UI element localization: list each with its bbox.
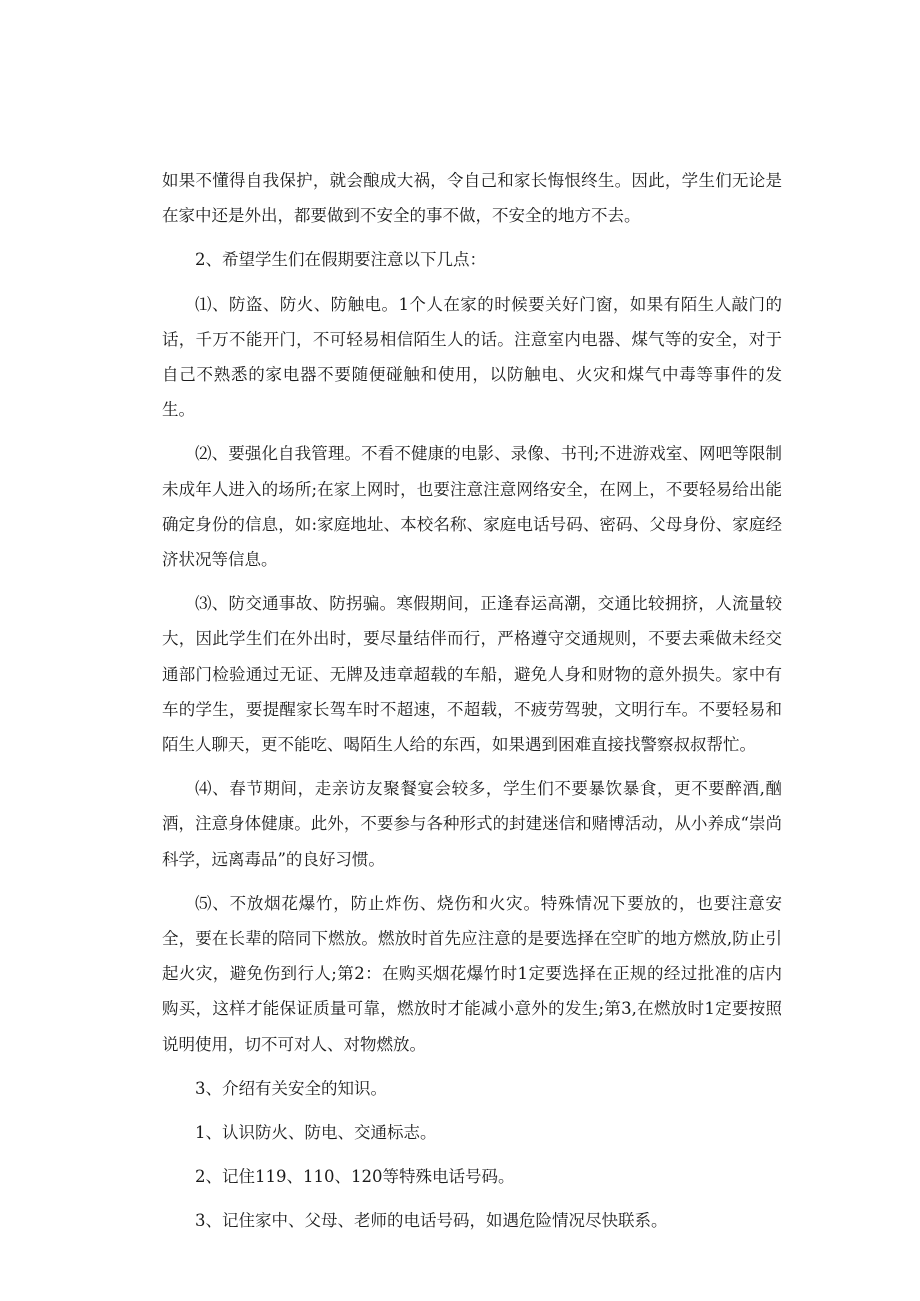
paragraph: ⑴、防盗、防火、防触电。1个人在家的时候要关好门窗，如果有陌生人敲门的话，千万不能开门，不可轻易相信陌生人的话。注意室内电器、煤气等的安全，对于自己不熟悉的家电器不要随便碰触和使用，以防触电、火灾和煤气中毒等事件的发生。 — [162, 294, 782, 420]
paragraph: 2、记住119、110、120等特殊电话号码。 — [195, 1167, 515, 1187]
paragraph: ⑷、春节期间，走亲访友聚餐宴会较多，学生们不要暴饮暴食，更不要醉酒,酗酒，注意身体健康。此外，不要参与各种形式的封建迷信和赌博活动，从小养成“崇尚科学，远离毒品”的良好习惯。 — [162, 779, 782, 869]
paragraph: ⑶、防交通事故、防拐骗。寒假期间，正逢春运高潮，交通比较拥挤，人流量较大，因此学生们在外出时，要尽量结伴而行，严格遵守交通规则，不要去乘做未经交通部门检验通过无证、无牌及违章超载的车船，避免人身和财物的意外损失。家中有车的学生，要提醒家长驾车时不超速，不超载，不疲劳驾驶，文明行车。不要轻易和陌生人聊天，更不能吃、喝陌生人给的东西，如果遇到困难直接找警察叔叔帮忙。 — [162, 594, 782, 755]
paragraph: 3、介绍有关安全的知识。 — [195, 1078, 387, 1098]
paragraph: 如果不懂得自我保护，就会酿成大祸，令自己和家长悔恨终生。因此，学生们无论是在家中还是外出，都要做到不安全的事不做，不安全的地方不去。 — [162, 171, 782, 226]
paragraph: ⑵、要强化自我管理。不看不健康的电影、录像、书刊;不进游戏室、网吧等限制未成年人进入的场所;在家上网时，也要注意注意网络安全，在网上，不要轻易给出能确定身份的信息，如:家庭地址、本校名称、家庭电话号码、密码、父母身份、家庭经济状况等信息。 — [162, 444, 782, 570]
paragraph: 3、记住家中、父母、老师的电话号码，如遇危险情况尽快联系。 — [195, 1211, 668, 1231]
paragraph: ⑸、不放烟花爆竹，防止炸伤、烧伤和火灾。特殊情况下要放的，也要注意安全，要在长辈的陪同下燃放。燃放时首先应注意的是要选择在空旷的地方燃放,防止引起火灾，避免伤到行人;第2：在购买烟花爆竹时1定要选择在正规的经过批准的店内购买，这样才能保证质量可靠，燃放时才能减小意外的发生;第3,在燃放时1定要按照说明使用，切不可对人、对物燃放。 — [162, 893, 782, 1054]
document-body — [162, 163, 782, 1248]
paragraph: 2、希望学生们在假期要注意以下几点： — [195, 250, 486, 270]
paragraph: 1、认识防火、防电、交通标志。 — [195, 1123, 437, 1143]
